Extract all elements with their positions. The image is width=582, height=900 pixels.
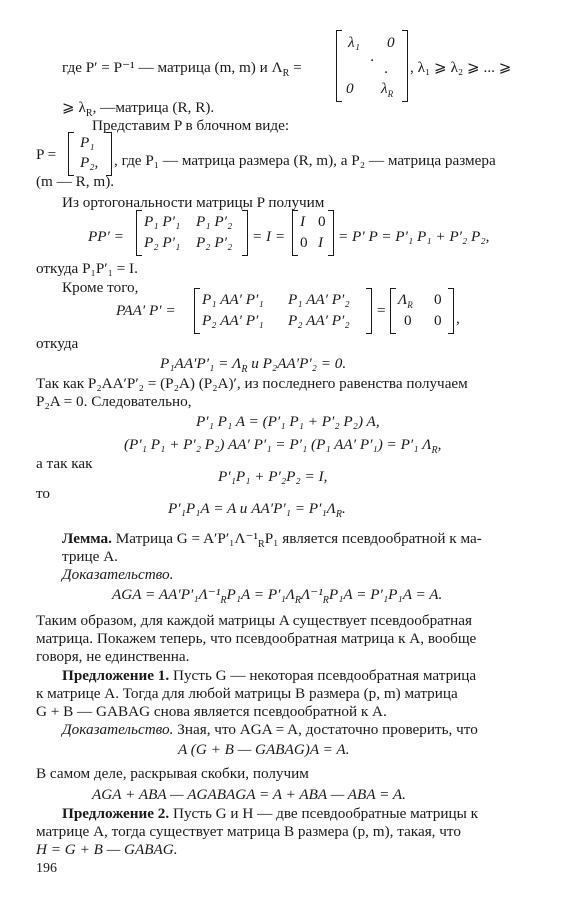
matrix-identity-blocks [292, 210, 334, 256]
matrix-cell: P₁ AA′ P′₂ [288, 291, 350, 308]
eq-line-12: $P_1AA'P'_1 = \Lambda_R$ и P₂AA′P′₂ = 0. [160, 355, 347, 376]
text-line-24: матрица. Покажем теперь, что псевдообратная матрица к A, вообще [36, 630, 477, 647]
text-line-20: трице A. [62, 548, 118, 565]
matrix-cell: 0 [318, 213, 326, 230]
eq-paap-lhs: PAA′ P′ = [116, 302, 176, 319]
text-line-31: В самом деле, раскрывая скобки, получим [36, 765, 309, 782]
eq-p-lhs: P = [36, 146, 57, 163]
text-line-13: Так как P₂AA′P′₂ = (P₂A) (P₂A)′, из последнего равенства получаем [36, 375, 468, 392]
text-line-1a: где P′ = P⁻¹ — матрица (m, m) и $\Lambda_R$ = [62, 59, 302, 80]
text-line-34: матрице A, тогда существует матрица B размера (p, m), такая, что [36, 823, 461, 840]
eq-line-22: AGA = $AA'P'_1\Lambda^{-1}_RP_1A = P'_1\Lambda_R\Lambda^{-1}_RP_1A = P'_1P_1A = A$. [112, 586, 443, 607]
matrix-cell: 0 [434, 291, 442, 308]
matrix-cell: 0 [404, 312, 412, 329]
matrix-p-block [68, 132, 112, 176]
matrix-cell: P₁ P′₁ [144, 213, 181, 230]
matrix-pp-blocks [136, 210, 248, 256]
matrix-cell: 0 [300, 234, 308, 251]
matrix-cell: 0 [387, 34, 395, 51]
matrix-cell: Λ [398, 291, 408, 308]
proof-label: Доказательство. [62, 566, 174, 583]
proposition-2-line: Предложение 2. Пусть G и H — две псевдообратные матрицы к [62, 805, 479, 822]
text-line-8: откуда P₁P′₁ = I. [36, 260, 138, 277]
text-line-11: откуда [36, 335, 79, 352]
eq-ppt-lhs: PP′ = [88, 228, 124, 245]
eq-paap-mid: = [376, 302, 387, 319]
matrix-cell: P₂ AA′ P′₁ [202, 312, 264, 329]
text-line-3: Представим P в блочном виде: [92, 117, 290, 134]
diagonal-matrix-lambda [336, 30, 408, 102]
lemma-line: Лемма. Матрица $G = A'P'_1\Lambda^{-1}_RP_1$ является псевдообратной к ма- [62, 530, 482, 551]
matrix-cell: I [300, 213, 306, 230]
matrix-cell: P₂ AA′ P′₂ [288, 312, 350, 329]
eq-line-30: A (G + B — GABAG)A = A. [178, 741, 350, 758]
matrix-cell: P₁ AA′ P′₁ [202, 291, 264, 308]
proposition-1-line: Предложение 1. Пусть G — некоторая псевдообратная матрица [62, 667, 477, 684]
text-line-17a: а так как [36, 455, 93, 472]
page-number: 196 [36, 861, 57, 876]
matrix-cell: 0 [434, 312, 442, 329]
text-line-35: H = G + B — GABAG. [36, 841, 178, 858]
text-line-25: говоря, не единственна. [36, 648, 190, 665]
matrix-lambda-blocks: $\Lambda_R$ 0 0 0 [390, 288, 454, 334]
text-line-6: Из ортогональности матрицы P получим [62, 194, 325, 211]
text-line-29: Доказательство. Зная, что AGA = A, достаточно проверить, что [62, 721, 478, 738]
eq-line-32: AGA + ABA — AGABAGA = A + ABA — ABA = A. [92, 786, 406, 803]
text-line-4: , где P₁ — матрица размера (R, m), а P₂ — матрица размера [114, 152, 496, 169]
eq-line-15: P′₁ P₁ A = (P′₁ P₁ + P′₂ P₂) A, [196, 413, 380, 430]
text-line-23: Таким образом, для каждой матрицы A существует псевдообратная [36, 612, 473, 629]
matrix-cell: · [384, 64, 388, 81]
matrix-paap-blocks [194, 288, 372, 334]
eq-ppt-mid: = I = [252, 228, 286, 245]
matrix-cell: λ₁ [348, 34, 360, 51]
text-line-28: G + B — GABAG снова является псевдообратной к A. [36, 703, 387, 720]
matrix-cell: P₂, [80, 154, 99, 171]
text-line-2: ⩾ $\lambda_R$, —матрица (R, R). [62, 99, 215, 120]
matrix-cell: P₂ P′₂ [196, 234, 233, 251]
text-line-27: к матрице A. Тогда для любой матрицы B размера (p, m) матрица [36, 685, 458, 702]
matrix-cell: $\lambda_R$ [381, 80, 394, 100]
eq-line-17: P′₁P₁ + P′₂P₂ = I, [218, 468, 328, 485]
text-line-14: P₂A = 0. Следовательно, [36, 393, 192, 410]
eq-comma: , [456, 310, 460, 327]
eq-line-18: P′₁P₁A = A и $AA'P'_1 = P'_1\Lambda_R$. [168, 500, 346, 521]
matrix-cell: P₁ [80, 134, 95, 151]
eq-ppt-rhs: = P′ P = P′₁ P₁ + P′₂ P₂, [338, 228, 490, 245]
matrix-cell: I [318, 234, 324, 251]
matrix-cell: 0 [346, 80, 354, 97]
eq-line-16: (P′₁ P₁ + P′₂ P₂) AA′ P′₁ = P′₁ (P₁ AA′ P′₁) = P′₁ $\Lambda_R$, [124, 436, 442, 457]
text-line-18a: то [36, 485, 51, 502]
text-line-9: Кроме того, [62, 279, 139, 296]
text-line-5: (m — R, m). [36, 173, 115, 190]
matrix-cell: P₂ P′₁ [144, 234, 181, 251]
text-line-1b: , λ₁ ⩾ λ₂ ⩾ ... ⩾ [410, 59, 512, 76]
matrix-cell: · [370, 52, 374, 69]
matrix-cell: P₁ P′₂ [196, 213, 233, 230]
